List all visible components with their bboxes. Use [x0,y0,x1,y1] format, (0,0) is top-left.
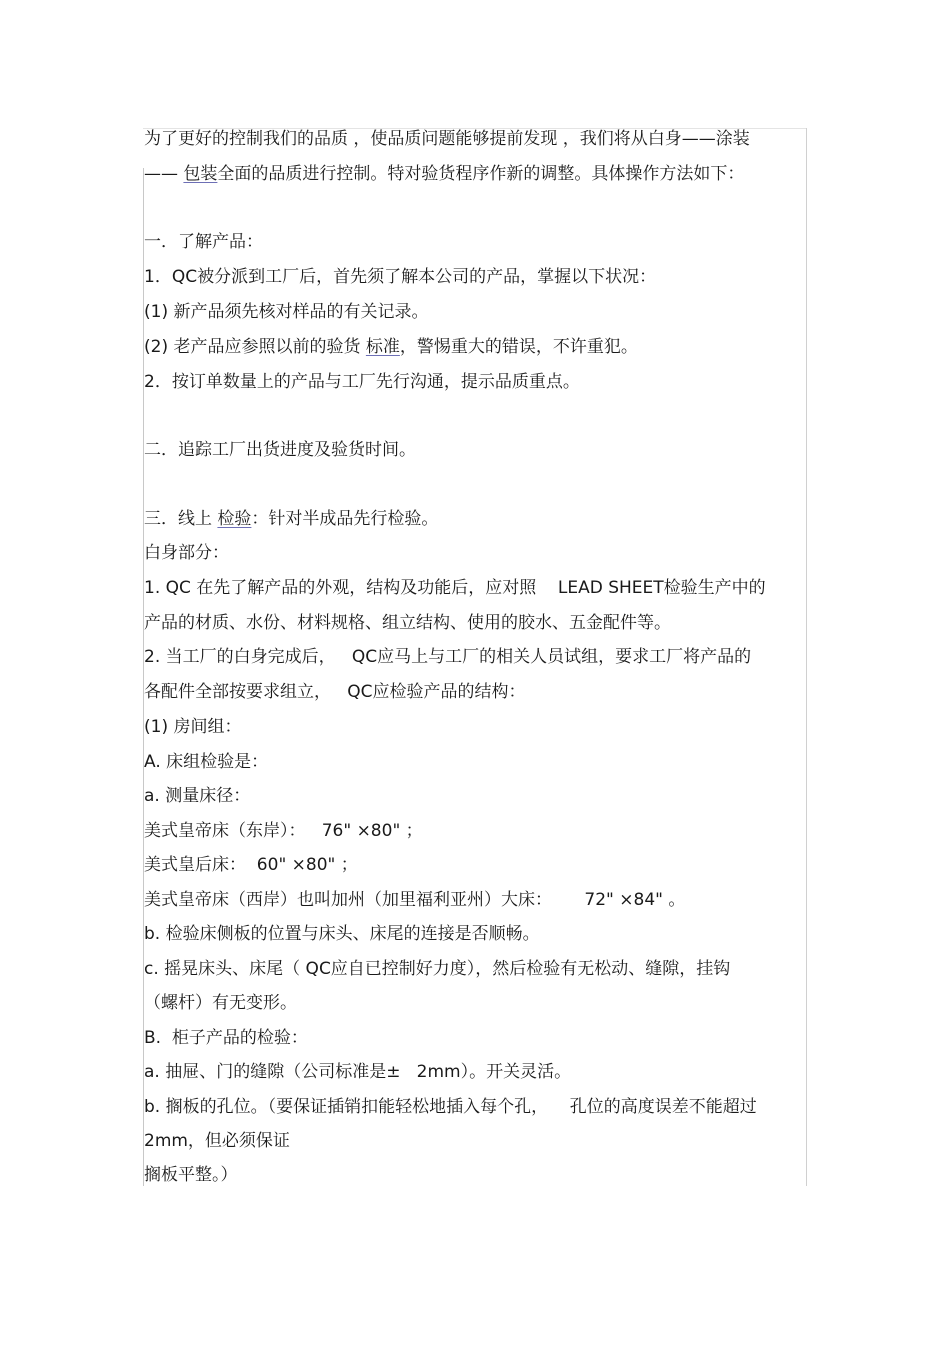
para-2-line-1: 2. 当工厂的白身完成后， QC应马上与工厂的相关人员试组，要求工厂将产品的 [144,647,752,667]
cabinet-check-a: a. 抽屉、门的缝隙（公司标准是± 2mm）。开关灵活。 [144,1062,572,1082]
bed-east-king: 美式皇帝床（东岸）： 76" ×80" ； [144,821,423,841]
section-1-heading: 一．了解产品： [144,232,263,252]
bed-queen: 美式皇后床： 60" ×80" ； [144,855,358,875]
section-3-heading [144,508,438,530]
bed-check-c-line-2: （螺杆）有无变形。 [144,993,297,1013]
measure-bed: a. 测量床径： [144,786,251,806]
section-1-item-2: 2．按订单数量上的产品与工厂先行沟通，提示品质重点。 [144,372,580,392]
cabinet-check-b-line-1: b. 搁板的孔位。（要保证插销扣能轻松地插入每个孔， 孔位的高度误差不能超过 [144,1097,757,1117]
section-3-suffix: ：针对半成品先行检验。 [251,509,439,529]
intro-line-1: 为了更好的控制我们的品质 ，使品质问题能够提前发现 ，我们将从白身——涂装 [144,129,750,149]
standard-link[interactable]: 标准 [365,337,400,357]
bed-check-c-line-1: c. 摇晃床头、床尾（ QC应自已控制好力度），然后检验有无松动、缝隙，挂钩 [144,959,731,979]
baishen-heading: 白身部分： [144,543,229,563]
packaging-link[interactable]: 包装 [183,164,218,184]
section-3-prefix: 三．线上 [144,509,218,529]
intro-line-2 [144,163,744,185]
para-1-line-1: 1. QC 在先了解产品的外观，结构及功能后，应对照 LEAD SHEET检验生产中的 [144,578,766,598]
sub-2-suffix: ，警惕重大的错误，不许重犯。 [399,337,638,357]
bed-west-king: 美式皇帝床（西岸）也叫加州（加里福利亚州）大床： 72" ×84" 。 [144,890,686,910]
intro-line-2-text: 全面的品质进行控制。特对验货程序作新的调整。具体操作方法如下： [217,164,745,184]
section-1-item-1: 1．QC被分派到工厂后，首先须了解本公司的产品，掌握以下状况： [144,267,657,287]
bed-group-heading: A. 床组检验是： [144,752,269,772]
inspection-link[interactable]: 检验 [217,509,252,529]
cabinet-check-b-line-2: 2mm，但必须保证 [144,1131,290,1151]
para-1-line-2: 产品的材质、水份、材料规格、组立结构、使用的胶水、五金配件等。 [144,613,671,633]
cabinet-heading: B. 柜子产品的检验： [144,1028,308,1048]
bed-check-b: b. 检验床侧板的位置与床头、床尾的连接是否顺畅。 [144,924,540,944]
section-2-heading: 二．追踪工厂出货进度及验货时间。 [144,440,416,460]
section-1-sub-2 [144,336,638,358]
sub-2-prefix: (2) 老产品应参照以前的验货 [144,337,366,357]
intro-dash: —— [144,164,184,184]
page-border-right [806,128,807,1186]
para-2-line-2: 各配件全部按要求组立， QC应检验产品的结构： [144,682,526,702]
cabinet-check-b-line-3: 搁板平整。） [144,1165,238,1185]
room-group: (1) 房间组： [144,717,242,737]
section-1-sub-1: (1) 新产品须先核对样品的有关记录。 [144,302,429,322]
